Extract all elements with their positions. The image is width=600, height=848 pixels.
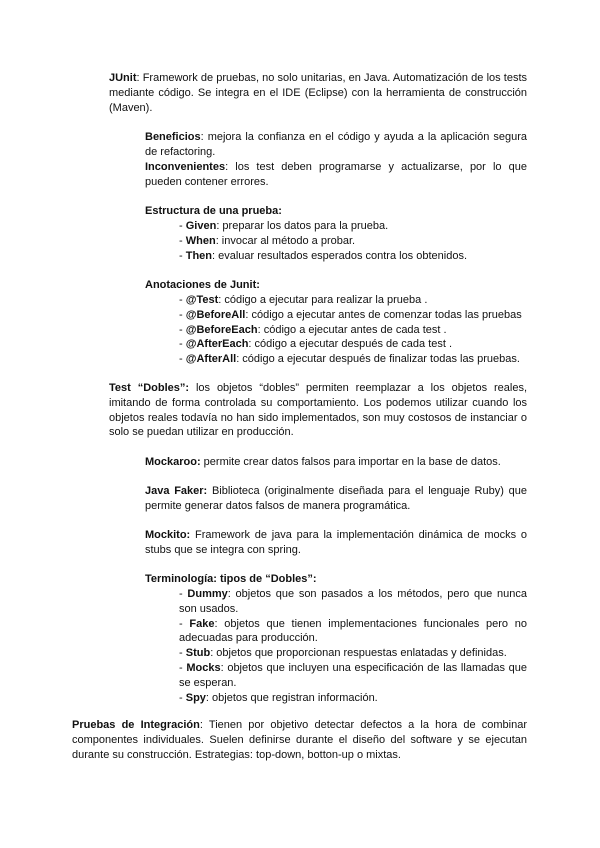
junit-paragraph bbox=[109, 71, 527, 115]
item-label: @Test bbox=[185, 294, 219, 306]
item-text: : objetos que son pasados a los métodos, pero que nunca son usados. bbox=[179, 588, 527, 615]
item-text: : código a ejecutar antes de cada test . bbox=[257, 323, 447, 336]
list-item: - @BeforeEach: código a ejecutar antes de cada test . bbox=[179, 323, 447, 336]
item-text: : invocar al método a probar. bbox=[215, 234, 356, 247]
mockaroo-paragraph bbox=[145, 455, 527, 470]
item-label: @BeforeEach bbox=[185, 323, 258, 336]
term-label: Mockaroo: bbox=[145, 456, 201, 468]
list-item: - @BeforeAll: código a ejecutar antes de comenzar todas las pruebas bbox=[179, 308, 522, 321]
item-label: @AfterEach bbox=[185, 338, 249, 351]
list-item: - Stub: objetos que proporcionan respuestas enlatadas y definidas. bbox=[179, 647, 507, 660]
estructura-list bbox=[179, 219, 527, 263]
term-label: Beneficios bbox=[145, 131, 201, 143]
term-text: los objetos “dobles” permiten reemplazar a los objetos reales, imitando de forma controlada su comportamiento. Los podemos utilizar cuando los objetos reales todavía no han sido implementados, son muy costosos de instanciar o solo se puedan utilizar en producción. bbox=[109, 382, 528, 439]
item-text: : código a ejecutar antes de comenzar todas las pruebas bbox=[245, 308, 522, 321]
item-text: : objetos que tienen implementaciones funcionales pero no adecuadas para producción. bbox=[179, 617, 527, 645]
javafaker-paragraph bbox=[145, 484, 527, 514]
mockito-paragraph bbox=[145, 528, 527, 558]
term-text: : mejora la confianza en el código y ayuda a la aplicación segura de refactoring. bbox=[145, 131, 527, 158]
integracion-paragraph bbox=[72, 718, 527, 762]
item-label: Spy bbox=[185, 691, 206, 704]
item-text: : objetos que registran información. bbox=[205, 691, 378, 704]
item-text: : código a ejecutar después de finalizar todas las pruebas. bbox=[236, 353, 520, 366]
term-label: Test “Dobles”: bbox=[109, 382, 190, 394]
term-text: : Framework de pruebas, no solo unitarias, en Java. Automatización de los tests mediante código. Se integra en el IDE (Eclipse) con la herramienta de construcción (Maven). bbox=[109, 72, 527, 114]
term-text: Biblioteca (originalmente diseñada para el lenguaje Ruby) que permite generar datos falsos de manera programática. bbox=[145, 485, 527, 512]
item-label: Stub bbox=[185, 647, 211, 660]
term-label: JUnit bbox=[109, 72, 137, 84]
item-text: : código a ejecutar después de cada test . bbox=[248, 338, 453, 351]
term-text: : los test deben programarse y actualizarse, por lo que pueden contener errores. bbox=[145, 161, 527, 188]
item-label: Mocks bbox=[186, 661, 221, 674]
item-text: : evaluar resultados esperados contra los obtenidos. bbox=[212, 249, 468, 262]
item-label: @BeforeAll bbox=[185, 308, 246, 321]
estructura-heading: Estructura de una prueba: bbox=[145, 205, 282, 217]
list-item: - Given: preparar los datos para la prueba. bbox=[179, 220, 389, 232]
item-text: : objetos que incluyen una especificación de las llamadas que se esperan. bbox=[179, 661, 527, 689]
list-item: - @AfterEach: código a ejecutar después de cada test . bbox=[179, 338, 453, 351]
term-label: Java Faker: bbox=[145, 485, 208, 497]
term-text: permite crear datos falsos para importar en la base de datos. bbox=[200, 456, 501, 468]
item-text: : objetos que proporcionan respuestas enlatadas y definidas. bbox=[210, 647, 507, 660]
anotaciones-list bbox=[179, 293, 539, 367]
term-label: Pruebas de Integración bbox=[72, 719, 200, 731]
list-item: - Fake: objetos que tienen implementaciones funcionales pero no adecuadas para producción. bbox=[179, 617, 527, 645]
item-text: : código a ejecutar para realizar la prueba . bbox=[218, 294, 428, 306]
item-text: : preparar los datos para la prueba. bbox=[216, 220, 389, 232]
list-item: - @AfterAll: código a ejecutar después de finalizar todas las pruebas. bbox=[179, 353, 520, 366]
item-label: Dummy bbox=[187, 588, 228, 600]
list-item: - Spy: objetos que registran información. bbox=[179, 691, 378, 704]
terminologia-list bbox=[179, 587, 527, 705]
anotaciones-heading: Anotaciones de Junit: bbox=[145, 279, 260, 291]
term-label: Mockito: bbox=[145, 529, 191, 541]
item-label: @AfterAll bbox=[185, 353, 237, 366]
item-label: Fake bbox=[189, 617, 215, 630]
list-item: - @Test: código a ejecutar para realizar la prueba . bbox=[179, 294, 428, 306]
list-item: - Then: evaluar resultados esperados contra los obtenidos. bbox=[179, 249, 468, 262]
item-label: When bbox=[185, 234, 216, 247]
list-item: - Mocks: objetos que incluyen una especificación de las llamadas que se esperan. bbox=[179, 661, 527, 689]
dobles-paragraph bbox=[109, 381, 527, 440]
inconvenientes-paragraph bbox=[145, 160, 527, 190]
item-label: Given bbox=[185, 220, 217, 232]
beneficios-paragraph bbox=[145, 130, 527, 160]
list-item: - Dummy: objetos que son pasados a los métodos, pero que nunca son usados. bbox=[179, 588, 527, 615]
item-label: Then bbox=[185, 249, 213, 262]
term-label: Inconvenientes bbox=[145, 161, 226, 173]
term-text: Framework de java para la implementación dinámica de mocks o stubs que se integra con spring. bbox=[145, 529, 527, 556]
term-text: : Tienen por objetivo detectar defectos a la hora de combinar componentes individuales. Suelen definirse durante el diseño del software y se ejecutan durante su construcción. Estrategias: top-down, botton-up o mixtas. bbox=[72, 719, 527, 761]
list-item: - When: invocar al método a probar. bbox=[179, 234, 356, 247]
terminologia-heading: Terminología: tipos de “Dobles”: bbox=[145, 573, 317, 585]
